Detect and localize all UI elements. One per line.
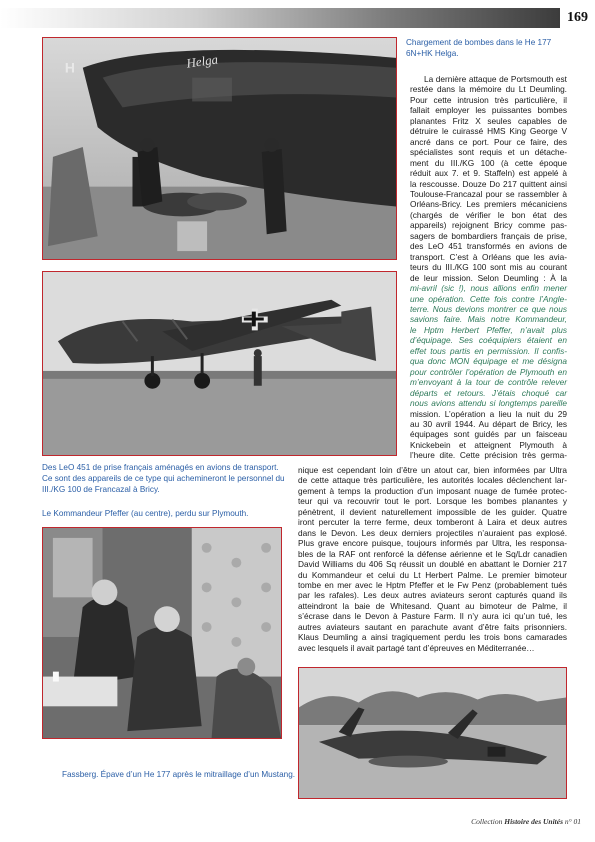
article-line: des LeO 451 transformés en avions de <box>410 241 567 252</box>
photo-leo451 <box>42 271 397 456</box>
article-line: restée dans la mémoire du Lt Deumling. <box>410 84 567 95</box>
article-line: transport. C’est à Orléans que les avia- <box>410 251 567 262</box>
caption-pfeffer <box>42 508 292 519</box>
article-line: iront percuter la terre ferme, deux tomberont à Laira et deux autres <box>298 517 567 528</box>
article-line: l’heure dite. Cette précision très germa- <box>410 450 567 461</box>
article-line: au 30 avril 1944. Au départ de Bricy, les <box>410 418 567 429</box>
article-line: détruire le cuirassé HMS King George V <box>410 126 567 137</box>
article-line: Pour cette intrusion très particulière, il <box>410 94 567 105</box>
article-line: spécialistes sont requis et un détache- <box>410 147 567 158</box>
article-line: équipages sont guidés par un faisceau <box>410 429 567 440</box>
article-line: nique est cependant loin d’être un atout car, bien informées par Ultra <box>298 465 567 475</box>
article-line: Klaus Deumling a ainsi tragiquement perdu les trois bons camarades <box>298 632 567 643</box>
article-quote-line: qua donc MON équipage et me désigna <box>410 356 567 367</box>
article-line: du Kommandeur et celui du Lt Herbert Palme. Le premier bimoteur <box>298 569 567 580</box>
caption-he177-bomb-loading <box>406 37 576 59</box>
article-line: David Williams du 406 Sq réussit un doublé en abattant le Dornier 217 <box>298 559 567 570</box>
caption-fassberg <box>62 769 302 780</box>
caption-line: III./KG 100 de Francazal à Bricy. <box>42 485 160 494</box>
caption-line: Des LeO 451 de prise français aménagés en avions de transport. <box>42 463 279 472</box>
photo-fassberg-wreck <box>298 667 567 799</box>
article-quote-line: terre. Nous devions montrer ce que nous <box>410 303 567 314</box>
footer-number: n° 01 <box>564 817 581 826</box>
article-line: ment du III./KG 100 (à cette époque <box>410 157 567 168</box>
article-quote-line: mi-avril (sic !), nous allions enfin mener <box>410 283 567 294</box>
caption-leo451 <box>42 462 292 495</box>
article-line: fallait employer les puissantes bombes <box>410 105 567 116</box>
article-line: avec lesquels il avait partagé tant d’épreuves en Méditerranée… <box>298 642 535 653</box>
article-line: dans le Devon. Les deux derniers projectiles n’auraient pas explosé. <box>298 527 567 538</box>
page-number: 169 <box>567 10 588 25</box>
article-quote-line: d’équipage. Ses coéquipiers étaient en <box>410 335 567 346</box>
article-line: sagers de bombardiers français de prise, <box>410 230 567 241</box>
article-line: bles de la RAF ont renforcé la défense aérienne et le Sq/Ldr canadien <box>298 548 567 559</box>
article-quote-line: effet tous partis en permission. Il confis- <box>410 345 567 356</box>
article-line: de leur mission. Selon Deumling : À la <box>410 272 567 283</box>
article-line: appareils) rejoignent Bricy comme pas- <box>410 220 567 231</box>
article-line: de cette attaque très particulière, les autorités locales déclenchent lar- <box>298 475 567 486</box>
article-quote-line: m’envoyant à la tour de contrôle relever <box>410 377 567 388</box>
header-band <box>0 8 560 28</box>
article-line: Plus grave encore puisque, toujours informés par Ultra, les responsa- <box>298 538 567 549</box>
caption-line: Le Kommandeur Pfeffer (au centre), perdu sur Plymouth. <box>42 509 249 518</box>
article-line: teurs du III./KG 100 sont mis au courant <box>410 262 567 273</box>
article-line: Toulouse-Francazal pour se rassembler à <box>410 188 567 199</box>
article-quote-line: une opération. Cette fois contre l’Angle- <box>410 293 567 304</box>
footer-prefix: Collection <box>471 817 503 826</box>
article-line: gement à temps la production d’un imposant nuage de fumée protec- <box>298 485 567 496</box>
article-line: La dernière attaque de Portsmouth est <box>424 74 567 84</box>
caption-line: Ce sont des appareils de ce type qui achemineront le personnel du <box>42 474 285 483</box>
article-quote-line: pour contrôler l’opération de Plymouth en <box>410 366 567 377</box>
article-line: planantes Fritz X seules capables de <box>410 115 567 126</box>
article-wide <box>298 465 567 653</box>
article-quote-line: départs et retours. J’étais choqué car <box>410 387 567 398</box>
article-quote-line: le Hptm Herbert Pfeffer, n’avait plus <box>410 324 567 335</box>
article-line: pénètrent, il devient naturellement impossible de les guider. Quatre <box>298 506 567 517</box>
footer-collection <box>471 817 581 826</box>
footer-title: Histoire des Unités <box>504 817 563 826</box>
article-line: mission. L’opération a lieu la nuit du 29 <box>410 408 567 419</box>
article-line: par les rafales). Les deux autres aviateurs seront capturés quand ils <box>298 590 567 601</box>
caption-line: 6N+HK Helga. <box>406 49 459 58</box>
article-line: (chargés de vérifier le bon état des <box>410 209 567 220</box>
article-line: teur qui va recouvrir tout le port. Lorsque les bombes planantes y <box>298 496 567 507</box>
article-line: atteindront la baie de Whitesand. Quant au bimoteur de Palme, il <box>298 600 567 611</box>
caption-line: Chargement de bombes dans le He 177 <box>406 38 552 47</box>
article-line: ancré dans ce port. Pour ce faire, des <box>410 136 567 147</box>
article-line: Knickebein et atteignent Plymouth à <box>410 439 567 450</box>
article-quote-line: savions faire. Mais notre Kommandeur, <box>410 314 567 325</box>
photo-he177-nose-text: Helga <box>185 52 219 71</box>
article-column <box>410 74 567 461</box>
photo-he177-code: H <box>64 59 75 76</box>
article-quote-line: nous avions attendu si longtemps pareille <box>410 398 567 409</box>
article-line: s’écrase dans le Devon à Pasture Farm. Il n’y aura ici qu’un tué, les <box>298 611 567 622</box>
article-line: réduit aux 7. et 9. Staffeln) est appelé à <box>410 168 567 179</box>
photo-kommandeur-pfeffer <box>42 527 282 739</box>
caption-line: Fassberg. Épave d’un He 177 après le mitraillage d’un Mustang. <box>62 770 296 779</box>
article-line: Orléans-Bricy. Les premiers mécaniciens <box>410 199 567 210</box>
article-line: autres aviateurs sautant en parachute avant d’être faits prisonniers. <box>298 621 567 632</box>
article-line: la rescousse. Douze Do 217 quittent ainsi <box>410 178 567 189</box>
article-line: tombe en mer avec le Hptm Pfeffer et le Fw Penz (probablement tués <box>298 579 567 590</box>
photo-he177-bomb-loading <box>42 37 397 260</box>
